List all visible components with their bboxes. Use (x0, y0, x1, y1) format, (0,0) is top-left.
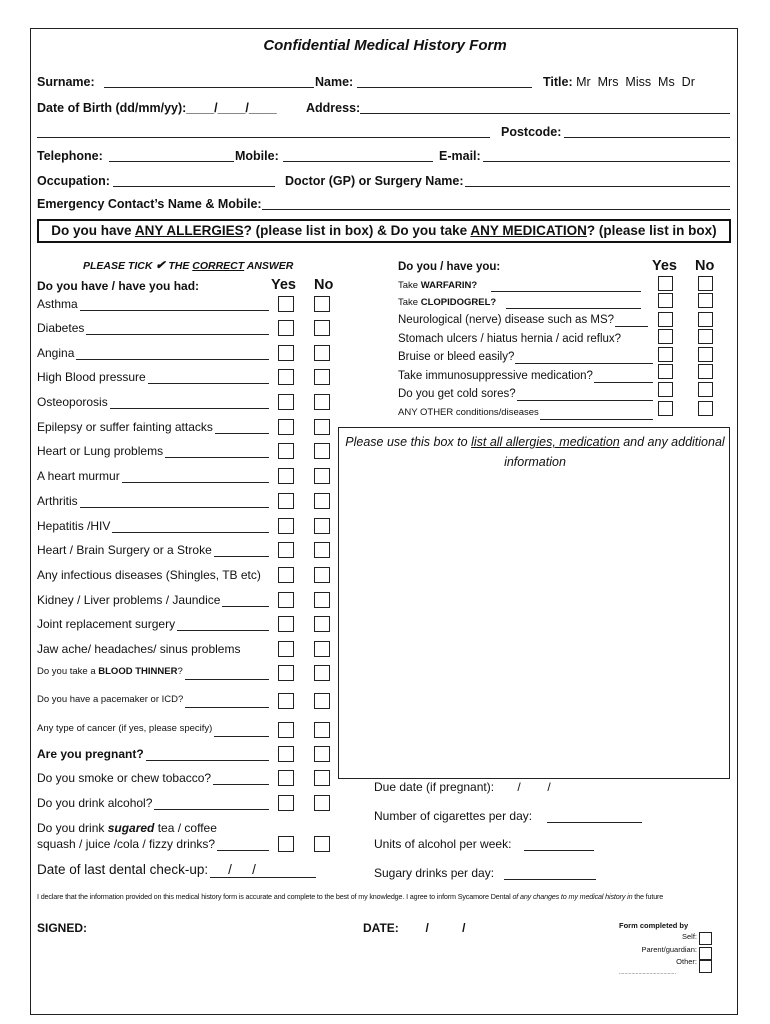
declaration-text (37, 892, 663, 901)
right-question-label: Stomach ulcers / hiatus hernia / acid reflux? (398, 333, 622, 345)
occupation-label: Occupation: (37, 174, 110, 188)
form-completed-by-label: Form completed by (619, 921, 689, 930)
no-checkbox[interactable] (314, 419, 330, 435)
no-checkbox[interactable] (314, 795, 330, 811)
question-answer-line[interactable] (214, 736, 269, 737)
sugared-drinks-question: Do you drink sugared tea / coffee (37, 821, 217, 835)
right-yes-checkbox[interactable] (658, 329, 673, 344)
question-label: Do you have a pacemaker or ICD? (37, 694, 184, 705)
question-answer-line[interactable] (215, 433, 269, 434)
no-checkbox[interactable] (314, 567, 330, 583)
question-label: Joint replacement surgery (37, 617, 176, 631)
warfarin-no-checkbox[interactable] (698, 276, 713, 291)
sugared-label: sugared (107, 821, 155, 835)
yes-checkbox[interactable] (278, 419, 294, 435)
question-answer-line[interactable] (148, 383, 269, 384)
info-box-instruction (339, 432, 731, 472)
form-title: Confidential Medical History Form (263, 37, 507, 54)
question-label: High Blood pressure (37, 370, 146, 384)
right-no-checkbox[interactable] (698, 382, 713, 397)
no-checkbox[interactable] (314, 468, 330, 484)
right-question-label: Bruise or bleed easily? (398, 351, 515, 363)
question-answer-line[interactable] (185, 679, 269, 680)
yes-checkbox[interactable] (278, 567, 294, 583)
name-field[interactable] (357, 87, 532, 88)
mobile-label: Mobile: (235, 149, 279, 163)
question-answer-line[interactable] (122, 482, 269, 483)
emergency-contact-label: Emergency Contact’s Name & Mobile: (37, 197, 262, 211)
address-label: Address: (306, 101, 361, 115)
yes-checkbox[interactable] (278, 746, 294, 762)
email-label: E-mail: (439, 149, 481, 163)
no-checkbox[interactable] (314, 722, 330, 738)
email-field[interactable] (483, 161, 730, 162)
right-answer-line[interactable] (615, 326, 648, 327)
warfarin-label: WARFARIN? (420, 280, 478, 291)
info-text-1: Please use this box to (345, 435, 472, 449)
no-checkbox[interactable] (314, 592, 330, 608)
no-checkbox[interactable] (314, 296, 330, 312)
warfarin-field[interactable] (491, 291, 641, 292)
question-answer-line[interactable] (214, 556, 269, 557)
yes-checkbox[interactable] (278, 518, 294, 534)
yes-checkbox[interactable] (278, 722, 294, 738)
yes-checkbox[interactable] (278, 592, 294, 608)
right-yes-checkbox[interactable] (658, 364, 673, 379)
other-checkbox[interactable] (699, 960, 712, 973)
telephone-label: Telephone: (37, 149, 103, 163)
banner-text-2: ? (please list in box) & Do you take (243, 223, 471, 238)
title-choices[interactable]: Mr Mrs Miss Ms Dr (576, 75, 695, 89)
question-label: Hepatitis /HIV (37, 519, 111, 533)
right-yes-checkbox[interactable] (658, 401, 673, 416)
left-no-header: No (314, 277, 334, 293)
question-label: Are you pregnant? (37, 747, 144, 761)
declaration-italic: of any changes to my medical history in (512, 892, 633, 901)
question-answer-line[interactable] (165, 457, 269, 458)
question-label: Heart / Brain Surgery or a Stroke (37, 543, 212, 557)
question-answer-line[interactable] (177, 630, 269, 631)
dob-label[interactable]: Date of Birth (dd/mm/yy):____/____/____ (37, 101, 277, 115)
no-checkbox[interactable] (314, 443, 330, 459)
yes-checkbox[interactable] (278, 345, 294, 361)
alcohol-units-field[interactable] (524, 850, 594, 851)
question-answer-line[interactable] (80, 310, 269, 311)
question-label: Asthma (37, 297, 78, 311)
right-question-label: ANY OTHER conditions/diseases (398, 407, 539, 418)
question-answer-line[interactable] (86, 334, 269, 335)
yes-checkbox[interactable] (278, 468, 294, 484)
postcode-label: Postcode: (501, 125, 562, 139)
question-answer-line[interactable] (76, 359, 269, 360)
title-label: Title: (543, 75, 573, 89)
clopidogrel-yes-checkbox[interactable] (658, 293, 673, 308)
title-options[interactable] (543, 75, 695, 89)
question-label: Any type of cancer (if yes, please specify) (37, 723, 213, 734)
no-checkbox[interactable] (314, 493, 330, 509)
take-text: Take (398, 297, 421, 308)
no-checkbox[interactable] (314, 693, 330, 709)
right-yes-checkbox[interactable] (658, 312, 673, 327)
right-no-checkbox[interactable] (698, 364, 713, 379)
tick-note-text-3: ANSWER (244, 260, 294, 272)
question-label: Angina (37, 346, 75, 360)
question-label: Jaw ache/ headaches/ sinus problems (37, 642, 241, 656)
info-text-underlined: list all allergies, medication (471, 435, 620, 449)
question-label: A heart murmur (37, 469, 120, 483)
question-answer-line[interactable] (213, 784, 269, 785)
occupation-field[interactable] (113, 186, 275, 187)
right-no-checkbox[interactable] (698, 347, 713, 362)
medical-history-form (30, 28, 738, 1015)
surname-label: Surname: (37, 75, 95, 89)
parent-guardian-checkbox[interactable] (699, 947, 712, 960)
no-checkbox[interactable] (314, 746, 330, 762)
banner-text-1: Do you have (51, 223, 135, 238)
self-label: Self: (681, 932, 697, 941)
question-answer-line[interactable] (217, 850, 269, 851)
alcohol-units-label: Units of alcohol per week: (374, 837, 512, 851)
cigarettes-field[interactable] (547, 822, 642, 823)
question-answer-line[interactable] (154, 809, 269, 810)
yes-checkbox[interactable] (278, 320, 294, 336)
question-answer-line[interactable] (112, 532, 269, 533)
question-answer-line[interactable] (222, 606, 269, 607)
yes-checkbox[interactable] (278, 542, 294, 558)
date-label[interactable]: DATE: / / (363, 921, 466, 935)
self-checkbox[interactable] (699, 932, 712, 945)
left-column-heading: Do you have / have you had: (37, 279, 200, 293)
banner-text-3: ? (please list in box) (586, 223, 717, 238)
declaration-text-1: I declare that the information provided on this medical history form is accurate and complete to the best of my knowledge. I agree to inform Sycamore Dental (37, 892, 513, 901)
warfarin-question (398, 280, 477, 291)
clopidogrel-label: CLOPIDOGREL? (420, 297, 497, 308)
address-field[interactable] (360, 113, 730, 114)
no-checkbox[interactable] (314, 394, 330, 410)
question-label: Osteoporosis (37, 395, 108, 409)
blood-thinner-label: BLOOD THINNER (98, 666, 178, 677)
yes-checkbox[interactable] (278, 795, 294, 811)
question-answer-line[interactable] (80, 507, 269, 508)
address-field-line2[interactable] (37, 137, 490, 138)
question-label: Kidney / Liver problems / Jaundice (37, 593, 221, 607)
right-answer-line[interactable] (517, 400, 653, 401)
clopidogrel-no-checkbox[interactable] (698, 293, 713, 308)
sugary-drinks-field[interactable] (504, 879, 596, 880)
tick-note-text-1: PLEASE TICK (83, 260, 156, 272)
right-answer-line[interactable] (594, 382, 653, 383)
right-yes-checkbox[interactable] (658, 347, 673, 362)
question-label: Arthritis (37, 494, 78, 508)
yes-checkbox[interactable] (278, 641, 294, 657)
clopidogrel-question (398, 297, 496, 308)
telephone-field[interactable] (109, 161, 234, 162)
surname-field[interactable] (104, 87, 314, 88)
tick-note-correct: CORRECT (192, 260, 245, 272)
right-answer-line[interactable] (540, 419, 653, 420)
declaration-text-2: the future (632, 892, 664, 901)
name-label: Name: (315, 75, 354, 89)
no-checkbox[interactable] (314, 616, 330, 632)
question-label: Diabetes (37, 321, 85, 335)
question-label: Do you smoke or chew tobacco? (37, 771, 212, 785)
date-slash: / (228, 862, 232, 877)
no-checkbox[interactable] (314, 320, 330, 336)
no-checkbox[interactable] (314, 369, 330, 385)
other-specify-dots[interactable]: ......................................... (619, 970, 676, 976)
question-label: Epilepsy or suffer fainting attacks (37, 420, 213, 434)
additional-info-box[interactable] (338, 427, 730, 779)
signed-label[interactable]: SIGNED: (37, 921, 88, 935)
right-no-checkbox[interactable] (698, 312, 713, 327)
banner-any-medication: ANY MEDICATION (470, 223, 587, 238)
right-no-checkbox[interactable] (698, 401, 713, 416)
allergy-medication-banner (37, 219, 731, 243)
doctor-field[interactable] (465, 186, 730, 187)
sugary-drinks-label: Sugary drinks per day: (374, 866, 495, 880)
doctor-label: Doctor (GP) or Surgery Name: (285, 174, 464, 188)
warfarin-yes-checkbox[interactable] (658, 276, 673, 291)
other-label: Other: (676, 957, 697, 966)
last-checkup-label: Date of last dental check-up: (37, 862, 209, 877)
yes-checkbox[interactable] (278, 770, 294, 786)
no-checkbox[interactable] (314, 518, 330, 534)
right-answer-line[interactable] (515, 363, 653, 364)
clopidogrel-field[interactable] (506, 308, 641, 309)
right-question-label: Do you get cold sores? (398, 388, 516, 400)
question-answer-line[interactable] (185, 707, 269, 708)
emergency-contact-field[interactable] (262, 209, 730, 210)
question-label: Heart or Lung problems (37, 444, 164, 458)
parent-guardian-label: Parent/guardian: (641, 945, 697, 954)
last-checkup-field[interactable] (210, 877, 316, 878)
right-question-label: Take immunosuppressive medication? (398, 370, 593, 382)
question-answer-line[interactable] (146, 760, 269, 761)
left-yes-header: Yes (271, 277, 296, 293)
yes-checkbox[interactable] (278, 665, 294, 681)
postcode-field[interactable] (564, 137, 730, 138)
right-yes-header: Yes (652, 258, 677, 274)
no-checkbox[interactable] (314, 641, 330, 657)
question-label: Do you take a BLOOD THINNER? (37, 666, 183, 677)
yes-checkbox[interactable] (278, 296, 294, 312)
question-answer-line[interactable] (110, 408, 269, 409)
banner-any-allergies: ANY ALLERGIES (134, 223, 244, 238)
right-yes-checkbox[interactable] (658, 382, 673, 397)
question-label: Do you drink alcohol? (37, 796, 153, 810)
mobile-field[interactable] (283, 161, 433, 162)
tick-note-text-2: THE (165, 260, 193, 272)
take-text: Take (398, 280, 421, 291)
no-checkbox[interactable] (314, 542, 330, 558)
question-label: Any infectious diseases (Shingles, TB etc) (37, 568, 261, 582)
yes-checkbox[interactable] (278, 616, 294, 632)
yes-checkbox[interactable] (278, 443, 294, 459)
due-date-label[interactable]: Due date (if pregnant): / / (374, 780, 551, 794)
checkmark-icon: ✔ (155, 258, 166, 272)
right-column-heading: Do you / have you: (398, 261, 501, 273)
yes-checkbox[interactable] (278, 693, 294, 709)
yes-checkbox[interactable] (278, 369, 294, 385)
tick-instruction (83, 258, 293, 272)
no-checkbox[interactable] (314, 665, 330, 681)
yes-checkbox[interactable] (278, 493, 294, 509)
no-checkbox[interactable] (314, 836, 330, 852)
right-no-checkbox[interactable] (698, 329, 713, 344)
yes-checkbox[interactable] (278, 394, 294, 410)
cigarettes-label: Number of cigarettes per day: (374, 809, 533, 823)
right-no-header: No (695, 258, 715, 274)
no-checkbox[interactable] (314, 770, 330, 786)
sugared-drinks-question-line2: squash / juice /cola / fizzy drinks? (37, 837, 216, 851)
right-question-label: Neurological (nerve) disease such as MS? (398, 314, 615, 326)
date-slash: / (252, 862, 256, 877)
yes-checkbox[interactable] (278, 836, 294, 852)
no-checkbox[interactable] (314, 345, 330, 361)
info-text-2: and any additional information (504, 435, 725, 469)
